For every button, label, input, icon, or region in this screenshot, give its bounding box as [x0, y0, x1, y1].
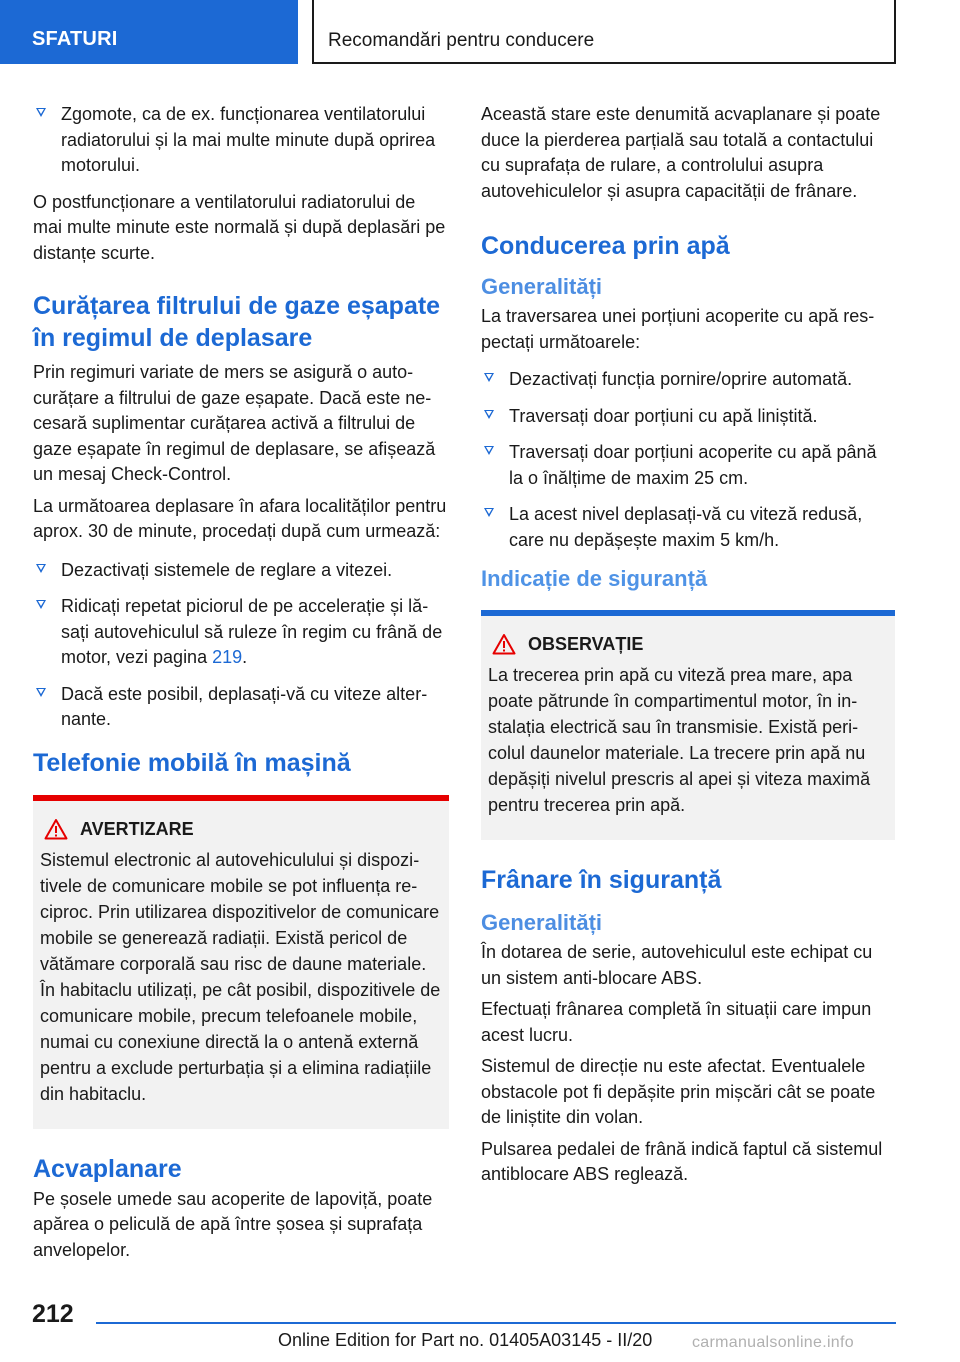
bullet-list: [481, 367, 895, 553]
paragraph: Sistemul de direcție nu este afectat. Eventualele obstacole pot fi depășite prin mișcări cât se poate de liniștite din volan.: [481, 1056, 876, 1127]
list-item: Zgomote, ca de ex. funcționarea ventilatorului radiatorului și la mai multe minute după oprirea motorului.: [33, 102, 449, 179]
triangle-bullet-icon: [36, 688, 46, 697]
list-item: Ridicați repetat piciorul de pe accelerație și lăsați autovehiculul să ruleze în regim cu frână de motor, vezi pagina 219.: [33, 594, 449, 671]
paragraph: O postfuncționare a ventilatorului radiatorului de mai multe minute este normală și după deplasări pe distanțe scurte.: [33, 191, 446, 263]
triangle-bullet-icon: [36, 108, 46, 117]
paragraph: În dotarea de serie, autovehiculul este echipat cu un sistem anti-blocare ABS.: [481, 942, 873, 988]
list-item: Dezactivați sistemele de reglare a vitezei.: [33, 558, 449, 584]
paragraph: Prin regimuri variate de mers se asigură o autocurățare a filtrului de gaze eșapate. Dacă este necesară suplimentar curățarea activă a filtrului de gaze eșapate în regimul de deplasare, se afișează un mesaj Check-Control.: [33, 362, 436, 484]
section-heading: Frânare în siguranță: [481, 866, 722, 894]
bullet-list: [33, 558, 449, 733]
paragraph: Pe șosele umede sau acoperite de lapoviță, poate apărea o peliculă de apă între șosea și suprafața anvelopelor.: [33, 1188, 433, 1260]
warning-box: [33, 795, 449, 1129]
paragraph: La următoarea deplasare în afara localităților pentru aprox. 30 de minute, procedați după cum urmează:: [33, 495, 447, 541]
triangle-bullet-icon: [484, 410, 494, 419]
warning-text: Sistemul electronic al autovehiculului și dispozitivele de comunicare mobile se pot influența reciproc. Prin utilizarea dispozitivelor de comunicare mobile se generează radiații. Există pericol de vătămare corporală sau risc de daune materiale. În habitaclu utilizați, pe cât posibil, dispozitivele de comunicare mobile, precum telefoanele mobile, numai cu conexiune directă la o antenă externă pentru a exclude perturbația și a elimina radiațiile din habitaclu.: [40, 849, 441, 1104]
list-item: Traversați doar porțiuni cu apă liniștită.: [481, 404, 895, 430]
subsection-heading: Indicație de siguranță: [481, 566, 708, 591]
notice-text: La trecerea prin apă cu viteză prea mare, apa poate pătrunde în compartimentul motor, în instalația electrică sau în transmisie. Există pericolul daunelor materiale. La trecere prin apă nu depășiți nivelul prescris al apei și viteza maximă pentru trecerea prin apă.: [488, 665, 871, 815]
triangle-bullet-icon: [36, 564, 46, 573]
warning-title: AVERTIZARE: [80, 818, 194, 839]
page-footer: [0, 1290, 960, 1362]
triangle-bullet-icon: [484, 446, 494, 455]
triangle-bullet-icon: [36, 600, 46, 609]
list-item: Dacă este posibil, deplasați-vă cu viteze alternante.: [33, 682, 449, 733]
section-heading: Acvaplanare: [33, 1154, 182, 1183]
chapter-title: Recomandări pentru conducere: [312, 0, 896, 64]
page-link[interactable]: 219: [212, 647, 243, 667]
watermark: carmanualsonline.info: [692, 1334, 854, 1351]
bullet-list: [33, 102, 449, 179]
paragraph: Efectuați frânarea completă în situații care impun acest lucru.: [481, 999, 872, 1045]
section-heading: Telefonie mobilă în mașină: [33, 748, 351, 777]
warning-triangle-icon: [44, 818, 80, 840]
page-number: 212: [32, 1300, 74, 1328]
page-header: [0, 0, 960, 66]
list-item: Traversați doar porțiuni acoperite cu apă până la o înălțime de maxim 25 cm.: [481, 440, 895, 491]
triangle-bullet-icon: [484, 373, 494, 382]
list-item: La acest nivel deplasați-vă cu viteză redusă, care nu depășește maxim 5 km/h.: [481, 502, 895, 553]
paragraph: Pulsarea pedalei de frână indică faptul că sistemul antiblocare ABS reglează.: [481, 1138, 883, 1184]
section-tab: SFATURI: [0, 0, 298, 64]
paragraph: Această stare este denumită acvaplanare și poate duce la pierderea parțială sau totală a contactului cu suprafața de rulare, a controlului asupra autovehiculelor și asupra capacității de frânare.: [481, 104, 881, 201]
paragraph: La traversarea unei porțiuni acoperite cu apă respectați următoarele:: [481, 306, 875, 352]
section-heading: Curățarea filtrului de gaze eșapate în regimul de deplasare: [33, 292, 441, 352]
right-column: [481, 102, 895, 1194]
section-heading: Conducerea prin apă: [481, 232, 730, 260]
list-item: Dezactivați funcția pornire/oprire automată.: [481, 367, 895, 393]
triangle-bullet-icon: [484, 508, 494, 517]
footer-divider: [96, 1322, 896, 1324]
subsection-heading: Generalități: [481, 274, 603, 299]
notice-title: OBSERVAȚIE: [528, 634, 644, 654]
edition-text: Online Edition for Part no. 01405A03145 - II/20: [278, 1330, 653, 1350]
notice-box: [481, 610, 895, 840]
warning-triangle-icon: [492, 633, 528, 655]
left-column: [33, 102, 449, 1269]
subsection-heading: Generalități: [481, 910, 603, 935]
